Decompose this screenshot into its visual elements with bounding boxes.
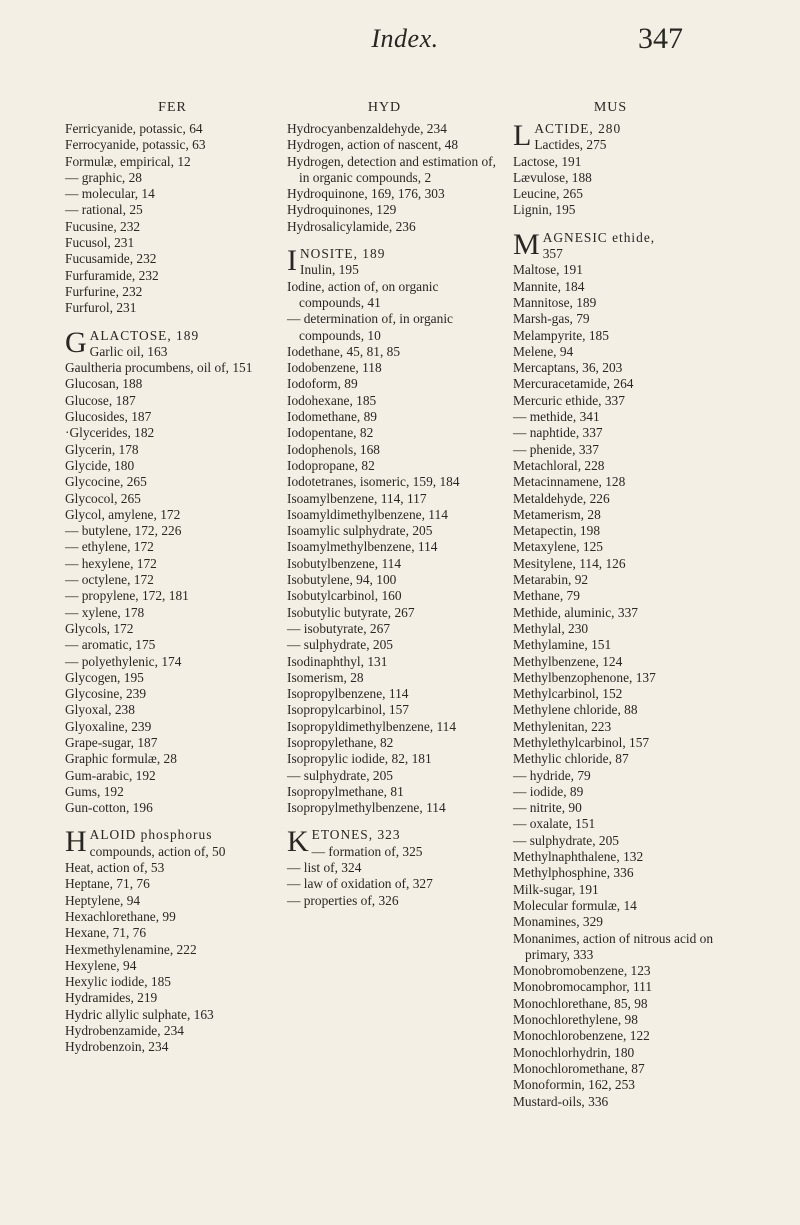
- index-entry: Isobutylic butyrate, 267: [287, 604, 415, 620]
- index-entry: Hydroquinones, 129: [287, 202, 397, 218]
- index-entries: [287, 121, 502, 909]
- drop-cap-letter: M: [513, 227, 540, 261]
- index-entry: Metaxylene, 125: [513, 539, 603, 555]
- index-entry: Monanimes, action of nitrous acid on primary, 333: [513, 930, 714, 962]
- index-entry: Monochlorethane, 85, 98: [513, 995, 648, 1011]
- index-entry: Heptane, 71, 76: [65, 876, 150, 892]
- index-entry: — sulphydrate, 205: [513, 832, 619, 848]
- column-guide-word: FER: [158, 100, 187, 115]
- index-entry: Hydric allylic sulphate, 163: [65, 1006, 214, 1022]
- index-entry: Glyoxaline, 239: [65, 718, 152, 734]
- section-second-entry: Garlic oil, 163: [89, 343, 168, 359]
- index-entry: Monochlorobenzene, 122: [513, 1028, 650, 1044]
- index-entry: — butylene, 172, 226: [65, 523, 182, 539]
- index-entry: Glycerin, 178: [65, 441, 139, 457]
- index-entry: Hydrocyanbenzaldehyde, 234: [287, 121, 447, 136]
- index-entry: Methylethylcarbinol, 157: [513, 734, 650, 750]
- index-entry: Hexachlorethane, 99: [65, 908, 176, 924]
- index-column-2: [287, 100, 502, 909]
- index-section: [513, 227, 728, 1110]
- section-first-entry: NOSITE, 189: [300, 246, 386, 262]
- index-entry: Isobutylcarbinol, 160: [287, 588, 402, 604]
- index-column-1: [65, 100, 280, 1056]
- index-entry: Iodohexane, 185: [287, 392, 377, 408]
- section-heading: [513, 121, 728, 154]
- index-entry: Fucusine, 232: [65, 218, 141, 234]
- index-entry: Glycocol, 265: [65, 490, 141, 506]
- index-entry: Formulæ, empirical, 12: [65, 153, 191, 169]
- index-entry: Hydroquinone, 169, 176, 303: [287, 186, 445, 202]
- index-entry: Milk-sugar, 191: [513, 881, 599, 897]
- index-entry: Metaldehyde, 226: [513, 490, 610, 506]
- index-section: [65, 827, 280, 1055]
- index-entries: [513, 121, 728, 1110]
- index-entries: [65, 121, 280, 1056]
- index-section: [65, 121, 280, 317]
- index-entry: Isodinaphthyl, 131: [287, 653, 388, 669]
- drop-cap-letter: L: [513, 119, 532, 152]
- index-entry: Methylene chloride, 88: [513, 702, 638, 718]
- index-entry: Methylic chloride, 87: [513, 751, 629, 767]
- index-entry: Glycocine, 265: [65, 474, 147, 490]
- index-entry: — graphic, 28: [65, 169, 142, 185]
- index-entry: Iodophenols, 168: [287, 441, 380, 457]
- index-entry: Isoamylic sulphydrate, 205: [287, 523, 433, 539]
- index-entry: Monochloromethane, 87: [513, 1060, 645, 1076]
- index-entry: Melampyrite, 185: [513, 327, 609, 343]
- index-entry: — hexylene, 172: [65, 555, 157, 571]
- index-entry: Hexylic iodide, 185: [65, 974, 171, 990]
- index-entry: — rational, 25: [65, 202, 143, 218]
- index-entry: Isopropylbenzene, 114: [287, 686, 409, 702]
- section-heading: [287, 246, 502, 279]
- page-number: 347: [638, 22, 683, 55]
- index-entry: Fucusamide, 232: [65, 251, 157, 267]
- index-entry: Methylbenzophenone, 137: [513, 669, 656, 685]
- index-entry: Isobutylene, 94, 100: [287, 572, 397, 588]
- index-entry: Mercuracetamide, 264: [513, 376, 634, 392]
- index-entry: Glycol, amylene, 172: [65, 506, 181, 522]
- index-entry: Fucusol, 231: [65, 235, 135, 251]
- index-entry: — phenide, 337: [513, 441, 599, 457]
- index-entry: Isoamylbenzene, 114, 117: [287, 490, 427, 506]
- index-entry: Mercuric ethide, 337: [513, 392, 625, 408]
- index-entry: Hexmethylenamine, 222: [65, 941, 197, 957]
- index-entry: Isoamyldimethylbenzene, 114: [287, 506, 448, 522]
- index-entry: Gun-cotton, 196: [65, 800, 153, 816]
- index-entry: — sulphydrate, 205: [287, 767, 393, 783]
- index-entry: Methylphosphine, 336: [513, 865, 634, 881]
- index-entry: Marsh-gas, 79: [513, 311, 590, 327]
- index-entry: Hydrobenzamide, 234: [65, 1023, 184, 1039]
- drop-cap-letter: G: [65, 325, 87, 359]
- index-column-3: [513, 100, 728, 1110]
- section-second-entry: 357: [542, 246, 563, 262]
- index-entry: Furfuramide, 232: [65, 267, 159, 283]
- index-entry: Isobutylbenzene, 114: [287, 555, 402, 571]
- section-heading: [65, 325, 280, 361]
- index-entry: Glycosine, 239: [65, 686, 147, 702]
- index-entry: Isoamylmethylbenzene, 114: [287, 539, 438, 555]
- index-entry: Metachloral, 228: [513, 457, 605, 473]
- index-entry: Glycide, 180: [65, 457, 135, 473]
- index-entry: Glycogen, 195: [65, 669, 144, 685]
- index-entry: Methylbenzene, 124: [513, 653, 623, 669]
- index-entry: Ferrocyanide, potassic, 63: [65, 137, 206, 153]
- index-entry: Gaultheria procumbens, oil of, 151: [65, 360, 253, 376]
- index-entry: Metapectin, 198: [513, 523, 601, 539]
- index-entry: Lignin, 195: [513, 202, 576, 218]
- index-entry: Hydramides, 219: [65, 990, 158, 1006]
- index-entry: Isopropylmethane, 81: [287, 783, 404, 799]
- drop-cap-letter: K: [287, 825, 309, 859]
- index-entry: Hydrosalicylamide, 236: [287, 218, 416, 234]
- index-entry: Glucosan, 188: [65, 376, 143, 392]
- index-entry: Hydrogen, action of nascent, 48: [287, 137, 459, 153]
- index-section: [287, 121, 502, 235]
- running-title: Index.: [371, 24, 439, 53]
- index-entry: Isomerism, 28: [287, 669, 364, 685]
- index-entry: — sulphydrate, 205: [287, 637, 393, 653]
- index-entry: Grape-sugar, 187: [65, 734, 158, 750]
- drop-cap-letter: H: [65, 825, 87, 859]
- section-first-entry: ALOID phosphorus: [89, 827, 213, 843]
- index-entry: Hydrogen, detection and estimation of, in organic compounds, 2: [287, 153, 496, 185]
- index-entry: Iodethane, 45, 81, 85: [287, 343, 401, 359]
- index-entry: — aromatic, 175: [65, 637, 156, 653]
- index-entry: Methylal, 230: [513, 620, 589, 636]
- index-entry: — hydride, 79: [513, 767, 591, 783]
- index-entry: Metamerism, 28: [513, 506, 601, 522]
- index-entry: Iodopropane, 82: [287, 457, 375, 473]
- index-entry: — determination of, in organic compounds, 10: [287, 311, 453, 343]
- index-entry: — molecular, 14: [65, 186, 155, 202]
- index-entry: Iodotetranes, isomeric, 159, 184: [287, 474, 460, 490]
- section-first-entry: ETONES, 323: [311, 827, 401, 843]
- index-entry: Isopropylcarbinol, 157: [287, 702, 409, 718]
- index-entry: Glycols, 172: [65, 620, 134, 636]
- index-entry: Monamines, 329: [513, 914, 604, 930]
- index-entry: Ferricyanide, potassic, 64: [65, 121, 203, 136]
- index-entry: Gum-arabic, 192: [65, 767, 156, 783]
- column-guide-word: MUS: [593, 100, 628, 115]
- index-entry: Methylnaphthalene, 132: [513, 849, 644, 865]
- section-second-entry: compounds, action of, 50: [89, 843, 226, 859]
- index-entry: Glyoxal, 238: [65, 702, 135, 718]
- index-entry: — law of oxidation of, 327: [287, 876, 433, 892]
- section-heading: [65, 827, 280, 860]
- index-entry: Methide, aluminic, 337: [513, 604, 638, 620]
- index-entry: Furfurol, 231: [65, 300, 137, 316]
- section-first-entry: ALACTOSE, 189: [89, 327, 200, 343]
- index-section: [287, 827, 502, 908]
- index-entry: Methylamine, 151: [513, 637, 612, 653]
- index-entry: Heptylene, 94: [65, 892, 141, 908]
- index-entry: Mannitose, 189: [513, 294, 597, 310]
- index-entry: Iodoform, 89: [287, 376, 358, 392]
- index-entry: Isopropylmethylbenzene, 114: [287, 800, 446, 816]
- index-entry: — oxalate, 151: [513, 816, 596, 832]
- index-entry: Hexylene, 94: [65, 957, 137, 973]
- index-entry: Hexane, 71, 76: [65, 925, 147, 941]
- index-entry: Monoformin, 162, 253: [513, 1077, 635, 1093]
- index-entry: — iodide, 89: [513, 783, 584, 799]
- index-entry: Lævulose, 188: [513, 169, 592, 185]
- index-entry: Monochlorhydrin, 180: [513, 1044, 635, 1060]
- section-heading: [513, 227, 728, 263]
- index-entry: Leucine, 265: [513, 186, 583, 202]
- index-entry: Methylenitan, 223: [513, 718, 612, 734]
- index-entry: — polyethylenic, 174: [65, 653, 182, 669]
- index-entry: Iodopentane, 82: [287, 425, 374, 441]
- index-entry: Monochlorethylene, 98: [513, 1012, 638, 1028]
- index-entry: Methylcarbinol, 152: [513, 686, 623, 702]
- index-entry: Isopropylethane, 82: [287, 734, 394, 750]
- index-section: [65, 325, 280, 817]
- index-entry: Monobromocamphor, 111: [513, 979, 653, 995]
- index-entry: — list of, 324: [287, 860, 362, 876]
- index-section: [513, 121, 728, 219]
- index-entry: Monobromobenzene, 123: [513, 963, 651, 979]
- index-entry: Hydrobenzoin, 234: [65, 1039, 169, 1055]
- index-entry: — octylene, 172: [65, 572, 154, 588]
- index-entry: Mesitylene, 114, 126: [513, 555, 626, 571]
- index-entry: — isobutyrate, 267: [287, 620, 391, 636]
- section-second-entry: Inulin, 195: [300, 262, 359, 278]
- index-entry: Mustard-oils, 336: [513, 1093, 609, 1109]
- index-section: [287, 246, 502, 816]
- section-first-entry: ACTIDE, 280: [534, 121, 622, 136]
- index-entry: Metacinnamene, 128: [513, 474, 626, 490]
- section-first-entry: AGNESIC ethide,: [542, 229, 656, 245]
- index-entry: Mannite, 184: [513, 278, 585, 294]
- index-entry: Maltose, 191: [513, 262, 583, 278]
- index-entry: — xylene, 178: [65, 604, 145, 620]
- index-entry: Glucose, 187: [65, 392, 136, 408]
- section-second-entry: — formation of, 325: [311, 843, 423, 859]
- section-second-entry: Lactides, 275: [534, 137, 607, 153]
- index-entry: Iodobenzene, 118: [287, 360, 382, 376]
- index-entry: Melene, 94: [513, 343, 574, 359]
- index-entry: Lactose, 191: [513, 153, 582, 169]
- index-entry: — properties of, 326: [287, 892, 399, 908]
- index-entry: Methane, 79: [513, 588, 580, 604]
- index-entry: Glucosides, 187: [65, 409, 152, 425]
- index-entry: Gums, 192: [65, 783, 124, 799]
- index-entry: Mercaptans, 36, 203: [513, 360, 623, 376]
- drop-cap-letter: I: [287, 244, 297, 278]
- index-entry: Iodine, action of, on organic compounds, 41: [287, 278, 439, 310]
- index-entry: — methide, 341: [513, 409, 600, 425]
- index-entry: Isopropylic iodide, 82, 181: [287, 751, 432, 767]
- column-guide-word: HYD: [367, 100, 402, 115]
- page-header: [0, 0, 800, 100]
- index-entry: Isopropyldimethylbenzene, 114: [287, 718, 457, 734]
- index-entry: — ethylene, 172: [65, 539, 154, 555]
- index-entry: Metarabin, 92: [513, 572, 589, 588]
- index-entry: Furfurine, 232: [65, 283, 143, 299]
- index-entry: Iodomethane, 89: [287, 409, 377, 425]
- index-entry: ·Glycerides, 182: [65, 425, 155, 441]
- index-entry: — naphtide, 337: [513, 425, 603, 441]
- section-heading: [287, 827, 502, 860]
- index-entry: — propylene, 172, 181: [65, 588, 189, 604]
- index-entry: Graphic formulæ, 28: [65, 751, 177, 767]
- index-entry: — nitrite, 90: [513, 800, 582, 816]
- index-entry: Molecular formulæ, 14: [513, 897, 637, 913]
- index-entry: Heat, action of, 53: [65, 860, 165, 876]
